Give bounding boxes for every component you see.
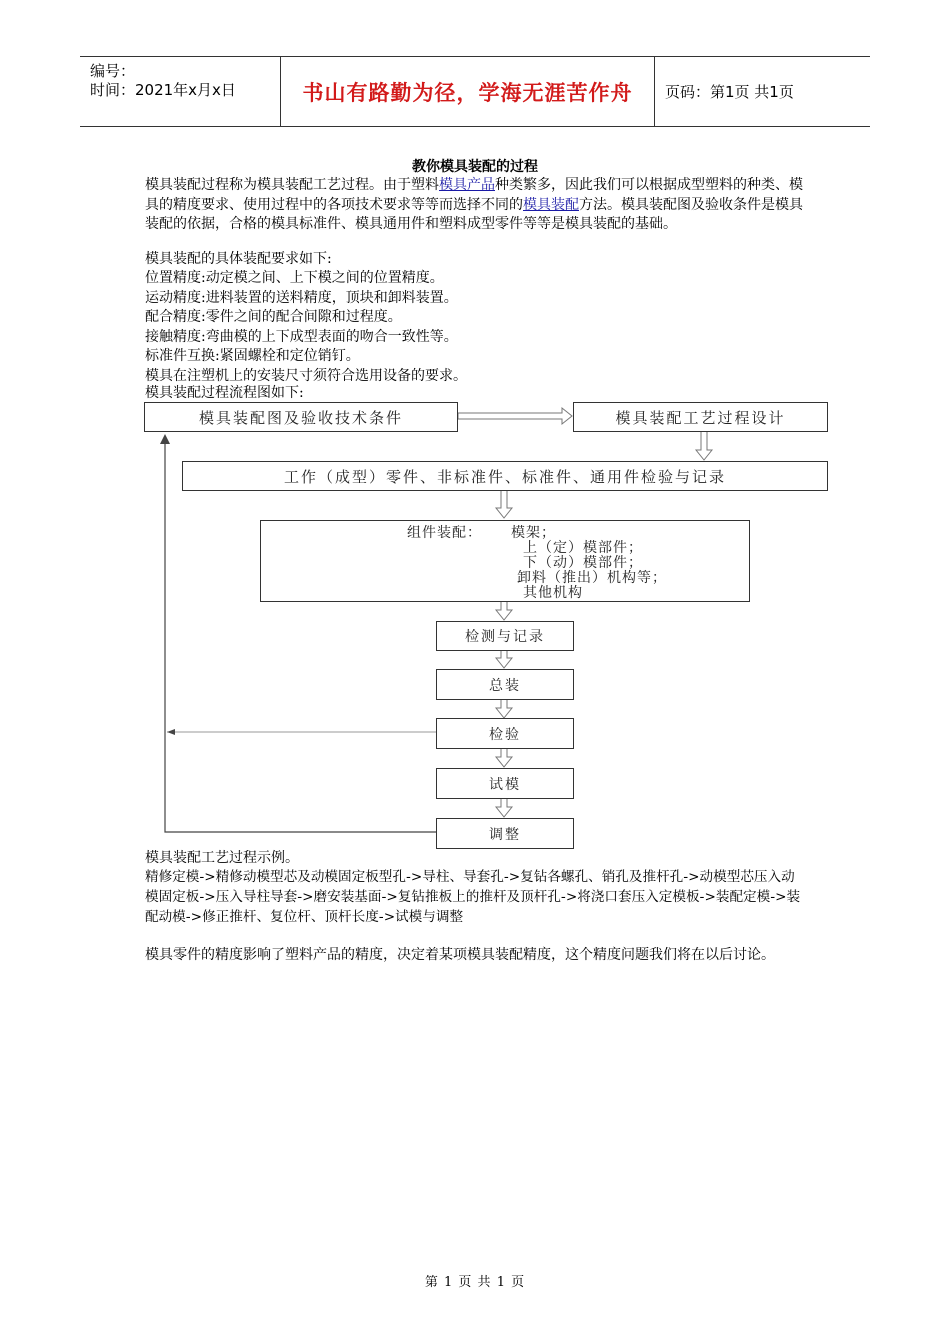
arrow-down-icon [496,601,512,620]
intro-text-3: 方法。模具装配图及验收条件是模具装配的依据，合格的模具标准件、模具通用件和塑料成型零件等等是模具装配的基础。 [145,196,803,232]
box-parts-inspection: 工作（成型）零件、非标准件、标准件、通用件检验与记录 [182,461,828,491]
header-meta-cell [80,57,281,126]
group-item: 其他机构 [523,585,583,601]
requirement-line: 位置精度:动定模之间、上下模之间的位置精度。 [145,270,444,286]
arrow-left-icon [167,729,175,735]
intro-text-2: 种类繁多，因此我们可以根据成型塑料的种类、模具的精度要求、使用过程中的各项技术要求等等而选择不同的 [145,177,803,213]
group-item: 上（定）模部件； [523,540,643,556]
link-mold-assembly[interactable]: 模具装配 [523,196,579,213]
arrow-down-icon [696,430,712,460]
example-text: 精修定模->精修动模型芯及动模固定板型孔->导柱、导套孔->复钻各螺孔、销孔及推杆孔->动模型芯压入动模固定板->压入导柱导套->磨安装基面->复钻推板上的推杆及顶杆孔->将浇口套压入定模板->装配定模->装配动模->修正推杆、复位杆、顶杆长度->试模与调整 [145,869,801,925]
group-item: 下（动）模部件； [523,555,643,571]
group-title: 组件装配： [407,525,482,541]
page-footer: 第 1 页 共 1 页 [424,1275,526,1290]
header-table [80,56,870,127]
header-page-info: 页码：第1页 共1页 [665,83,794,101]
group-item: 卸料（推出）机构等； [517,570,667,586]
requirement-line: 接触精度:弯曲模的上下成型表面的吻合一致性等。 [145,329,458,345]
example-heading: 模具装配工艺过程示例。 [145,850,299,866]
intro-text-1: 模具装配过程称为模具装配工艺过程。由于塑料 [145,177,439,193]
box-component-assembly [260,520,750,602]
intro-paragraph [145,176,805,235]
box-trial-mold: 试模 [436,768,574,799]
arrow-down-icon [496,798,512,817]
arrow-down-icon [496,649,512,668]
arrow-down-icon [496,699,512,718]
arrow-down-icon [496,490,512,518]
header-motto: 书山有路勤为径，学海无涯苦作舟 [281,57,655,126]
group-item: 模架； [511,525,556,541]
box-test-record: 检测与记录 [436,621,574,651]
time-label: 时间：2021年x月x日 [90,81,236,99]
box-inspection: 检验 [436,718,574,749]
feedback-loop-line [165,442,436,832]
arrow-down-icon [496,748,512,767]
arrow-right-icon [458,408,572,424]
requirement-line: 运动精度:进料装置的送料精度，顶块和卸料装置。 [145,290,458,306]
box-final-assembly: 总装 [436,669,574,700]
box-adjustment: 调整 [436,818,574,849]
requirement-line: 模具装配的具体装配要求如下: [145,251,332,267]
arrow-up-icon [160,434,170,444]
box-process-design: 模具装配工艺过程设计 [573,402,828,432]
conclusion-paragraph: 模具零件的精度影响了塑料产品的精度，决定着某项模具装配精度，这个精度问题我们将在以后讨论。 [145,947,775,963]
number-label: 编号： [90,62,136,80]
requirement-line: 模具装配过程流程图如下: [145,385,304,401]
requirement-line: 标准件互换:紧固螺栓和定位销钉。 [145,348,360,364]
assembly-flowchart [140,398,840,853]
document-title: 教你模具装配的过程 [412,159,538,175]
box-assembly-drawing: 模具装配图及验收技术条件 [144,402,458,432]
link-mold-products[interactable]: 模具产品 [439,177,495,193]
requirement-line: 模具在注塑机上的安装尺寸须符合选用设备的要求。 [145,368,467,384]
requirement-line: 配合精度:零件之间的配合间隙和过程度。 [145,309,402,325]
